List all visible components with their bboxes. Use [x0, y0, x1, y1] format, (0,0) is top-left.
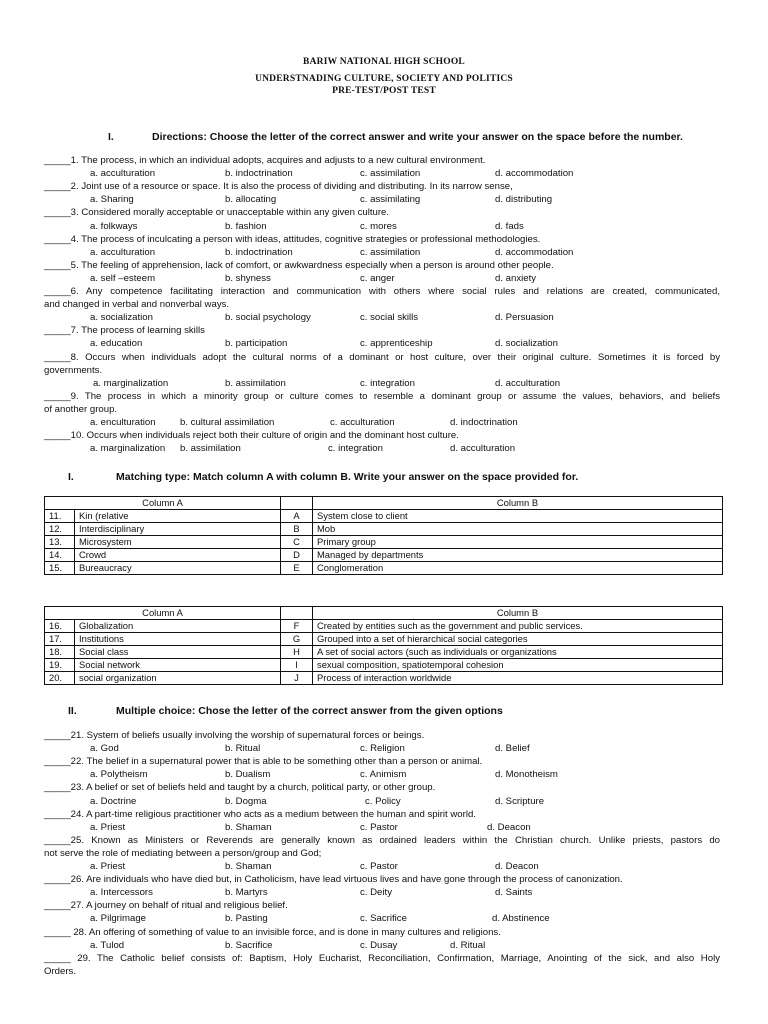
- answer-option: d. indoctrination: [450, 417, 518, 428]
- question-text: _____3. Considered morally acceptable or unacceptable within any given culture.: [44, 207, 390, 219]
- answer-option: a. marginalization: [93, 377, 169, 389]
- item-number: 12.: [45, 523, 75, 536]
- answer-letter: C: [281, 536, 313, 549]
- column-a-header: Column A: [45, 607, 281, 620]
- answer-option: d. Scripture: [495, 795, 545, 807]
- column-a-cell: Bureaucracy: [75, 562, 281, 575]
- column-b-cell: Created by entities such as the government and public services.: [313, 620, 723, 633]
- question-text: _____25. Known as Ministers or Reverends are generally known as ordained leaders within the Christian church. Unlike priests, pastors do: [44, 834, 720, 846]
- answer-option: d. Deacon: [487, 821, 531, 833]
- answer-option: d. acculturation: [495, 377, 561, 389]
- answer-option: c. acculturation: [330, 417, 395, 428]
- column-a-cell: Crowd: [75, 549, 281, 562]
- answer-letter: B: [281, 523, 313, 536]
- answer-option: b. Ritual: [225, 743, 261, 755]
- answer-option: d. Saints: [495, 887, 533, 899]
- question-text: _____8. Occurs when individuals adopt the cultural norms of a dominant or host culture, over their original culture. Sometimes it is forced by: [44, 351, 720, 363]
- question-text: _____5. The feeling of apprehension, lack of comfort, or awkwardness especially when a person is around other people.: [44, 259, 554, 271]
- answer-option: b. indoctrination: [225, 246, 293, 258]
- table-row: [45, 510, 723, 523]
- answer-letter: E: [281, 562, 313, 575]
- answer-option: c. Sacrifice: [360, 913, 407, 925]
- question-text-continued: and changed in verbal and nonverbal ways.: [44, 299, 230, 311]
- answer-option: c. Deity: [360, 887, 392, 899]
- school-name: BARIW NATIONAL HIGH SCHOOL: [303, 57, 465, 67]
- answer-option: a. education: [90, 338, 143, 350]
- answer-option: d. anxiety: [495, 272, 537, 284]
- answer-option: b. assimilation: [225, 377, 286, 389]
- answer-option: b. Shaman: [225, 821, 272, 833]
- answer-option: c. assimilation: [360, 246, 421, 258]
- table-row: [45, 562, 723, 575]
- table-row: [45, 523, 723, 536]
- answer-option: c. Religion: [360, 743, 405, 755]
- question-text: _____23. A belief or set of beliefs held and taught by a church, political party, or other group.: [44, 782, 436, 794]
- answer-option: a. self –esteem: [90, 272, 156, 284]
- column-b-cell: Grouped into a set of hierarchical social categories: [313, 633, 723, 646]
- column-b-cell: Primary group: [313, 536, 723, 549]
- question-text: _____9. The process in which a minority group or culture comes to resemble a dominant group or assume the values, behaviors, and beliefs: [44, 390, 720, 402]
- answer-option: b. Shaman: [225, 861, 272, 872]
- answer-option: b. Sacrifice: [225, 939, 273, 951]
- answer-option: d. Monotheism: [495, 769, 558, 781]
- column-a-cell: Kin (relative: [75, 510, 281, 523]
- table-row: [45, 549, 723, 562]
- table-row: [45, 672, 723, 685]
- part1-directions: Directions: Choose the letter of the correct answer and write your answer on the space before the number.: [152, 131, 683, 143]
- answer-option: c. assimilating: [360, 194, 421, 206]
- table-header-row: [45, 497, 723, 510]
- answer-option: c. integration: [328, 443, 383, 455]
- answer-option: a. Doctrine: [90, 795, 137, 807]
- answer-option: b. indoctrination: [225, 168, 293, 180]
- answer-option: c. social skills: [360, 312, 419, 324]
- answer-option: a. socialization: [90, 312, 153, 324]
- question-text: _____21. System of beliefs usually involving the worship of supernatural forces or beings.: [44, 730, 425, 741]
- answer-option: c. Pastor: [360, 861, 398, 872]
- answer-letter: J: [281, 672, 313, 685]
- column-a-cell: Globalization: [75, 620, 281, 633]
- column-b-cell: System close to client: [313, 510, 723, 523]
- answer-option: a. acculturation: [90, 246, 156, 258]
- answer-option: b. allocating: [225, 194, 277, 206]
- part3-number: II.: [68, 705, 77, 717]
- column-b-cell: Process of interaction worldwide: [313, 672, 723, 685]
- answer-option: a. Tulod: [90, 939, 125, 951]
- question-text: _____1. The process, in which an individual adopts, acquires and adjusts to a new cultural environment.: [44, 155, 486, 166]
- answer-option: a. Priest: [90, 821, 126, 833]
- answer-option: d. accommodation: [495, 168, 574, 180]
- answer-letter: A: [281, 510, 313, 523]
- answer-option: b. cultural assimilation: [180, 417, 275, 428]
- column-b-cell: Managed by departments: [313, 549, 723, 562]
- answer-option: b. Pasting: [225, 913, 268, 925]
- answer-option: c. integration: [360, 377, 415, 389]
- answer-letter: F: [281, 620, 313, 633]
- question-text: _____ 29. The Catholic belief consists of: Baptism, Holy Eucharist, Reconciliation, Confirmation, Marriage, Anointing of the sick, and also Holy: [44, 952, 720, 964]
- item-number: 16.: [45, 620, 75, 633]
- answer-option: d. fads: [495, 220, 524, 232]
- table-row: [45, 536, 723, 549]
- answer-option: d. Belief: [495, 743, 530, 755]
- answer-letter: I: [281, 659, 313, 672]
- item-number: 18.: [45, 646, 75, 659]
- column-a-cell: Institutions: [75, 633, 281, 646]
- question-text: _____10. Occurs when individuals reject both their culture of origin and the dominant host culture.: [44, 430, 459, 442]
- answer-option: a. acculturation: [90, 168, 156, 180]
- item-number: 17.: [45, 633, 75, 646]
- answer-option: a. God: [90, 743, 119, 755]
- column-b-header: Column B: [313, 497, 723, 510]
- answer-option: a. marginalization: [90, 443, 166, 455]
- question-text: _____24. A part-time religious practitioner who acts as a medium between the human and spirit world.: [44, 808, 476, 820]
- answer-option: d. socialization: [495, 338, 558, 350]
- item-number: 14.: [45, 549, 75, 562]
- answer-option: c. mores: [360, 220, 397, 232]
- question-text-continued: governments.: [44, 364, 103, 376]
- subject-title: UNDERSTNADING CULTURE, SOCIETY AND POLITICS: [255, 74, 513, 84]
- part3-directions: Multiple choice: Chose the letter of the correct answer from the given options: [116, 705, 503, 717]
- question-text: _____7. The process of learning skills: [44, 325, 205, 337]
- answer-option: b. Dogma: [225, 795, 267, 807]
- question-text-continued: not serve the role of mediating between a person/group and God;: [44, 847, 322, 859]
- answer-option: a. Intercessors: [90, 887, 153, 899]
- answer-option: a. Sharing: [90, 194, 134, 206]
- answer-option: c. Policy: [365, 795, 401, 807]
- column-b-cell: sexual composition, spatiotemporal cohesion: [313, 659, 723, 672]
- column-a-cell: social organization: [75, 672, 281, 685]
- answer-option: b. assimilation: [180, 443, 241, 455]
- answer-option: d. Ritual: [450, 939, 486, 951]
- question-text-continued: of another group.: [44, 403, 118, 415]
- question-text: _____ 28. An offering of something of value to an invisible force, and is done in many cultures and religions.: [44, 926, 501, 938]
- question-text: _____22. The belief in a supernatural power that is able to be something other than a person or animal.: [44, 756, 483, 768]
- answer-option: a. Pilgrimage: [90, 913, 146, 925]
- answer-option: a. Polytheism: [90, 769, 148, 781]
- answer-option: c. Dusay: [360, 939, 398, 951]
- column-a-cell: Microsystem: [75, 536, 281, 549]
- answer-option: a. Priest: [90, 861, 126, 872]
- answer-option: b. shyness: [225, 272, 271, 284]
- item-number: 15.: [45, 562, 75, 575]
- matching-table-1: [44, 496, 723, 575]
- column-a-cell: Social class: [75, 646, 281, 659]
- question-text-continued: Orders.: [44, 965, 76, 977]
- answer-letter: D: [281, 549, 313, 562]
- item-number: 13.: [45, 536, 75, 549]
- question-text: _____27. A journey on behalf of ritual and religious belief.: [44, 900, 288, 912]
- answer-option: c. apprenticeship: [360, 338, 433, 350]
- item-number: 19.: [45, 659, 75, 672]
- table-row: [45, 633, 723, 646]
- column-a-cell: Social network: [75, 659, 281, 672]
- column-a-cell: Interdisciplinary: [75, 523, 281, 536]
- answer-option: d. Abstinence: [492, 913, 550, 925]
- test-title: PRE-TEST/POST TEST: [332, 86, 436, 96]
- answer-option: b. Martyrs: [225, 887, 268, 899]
- part1-number: I.: [108, 131, 114, 143]
- answer-option: d. Persuasion: [495, 312, 554, 324]
- question-text: _____2. Joint use of a resource or space. It is also the process of dividing and distributing. In its narrow sense,: [44, 181, 513, 193]
- table-row: [45, 659, 723, 672]
- answer-option: c. anger: [360, 272, 395, 284]
- table-header-row: [45, 607, 723, 620]
- question-text: _____26. Are individuals who have died but, in Catholicism, have lead virtuous lives and have gone through the process of canonization.: [44, 874, 623, 886]
- answer-option: a. folkways: [90, 220, 138, 232]
- answer-option: b. fashion: [225, 220, 267, 232]
- answer-option: c. Animism: [360, 769, 407, 781]
- column-b-cell: Conglomeration: [313, 562, 723, 575]
- answer-option: b. participation: [225, 338, 288, 350]
- part2-directions: Matching type: Match column A with column B. Write your answer on the space provided for.: [116, 471, 579, 483]
- item-number: 11.: [45, 510, 75, 523]
- column-b-cell: A set of social actors (such as individuals or organizations: [313, 646, 723, 659]
- answer-option: d. Deacon: [495, 861, 539, 872]
- answer-option: b. social psychology: [225, 312, 311, 324]
- answer-option: c. assimilation: [360, 168, 421, 180]
- answer-option: b. Dualism: [225, 769, 271, 781]
- answer-letter: H: [281, 646, 313, 659]
- answer-option: d. distributing: [495, 194, 553, 206]
- item-number: 20.: [45, 672, 75, 685]
- question-text: _____4. The process of inculcating a person with ideas, attitudes, cognitive strategies or professional methodologies.: [44, 233, 541, 245]
- answer-option: d. accommodation: [495, 246, 574, 258]
- question-text: _____6. Any competence facilitating interaction and communication with others where social rules and relations are created, communicated,: [44, 286, 720, 297]
- part2-number: I.: [68, 471, 74, 483]
- table-row: [45, 646, 723, 659]
- column-a-header: Column A: [45, 497, 281, 510]
- answer-option: a. enculturation: [90, 417, 156, 428]
- answer-option: d. acculturation: [450, 443, 516, 455]
- column-b-cell: Mob: [313, 523, 723, 536]
- column-b-header: Column B: [313, 607, 723, 620]
- matching-table-2: [44, 606, 723, 685]
- answer-letter: G: [281, 633, 313, 646]
- answer-option: c. Pastor: [360, 821, 398, 833]
- table-row: [45, 620, 723, 633]
